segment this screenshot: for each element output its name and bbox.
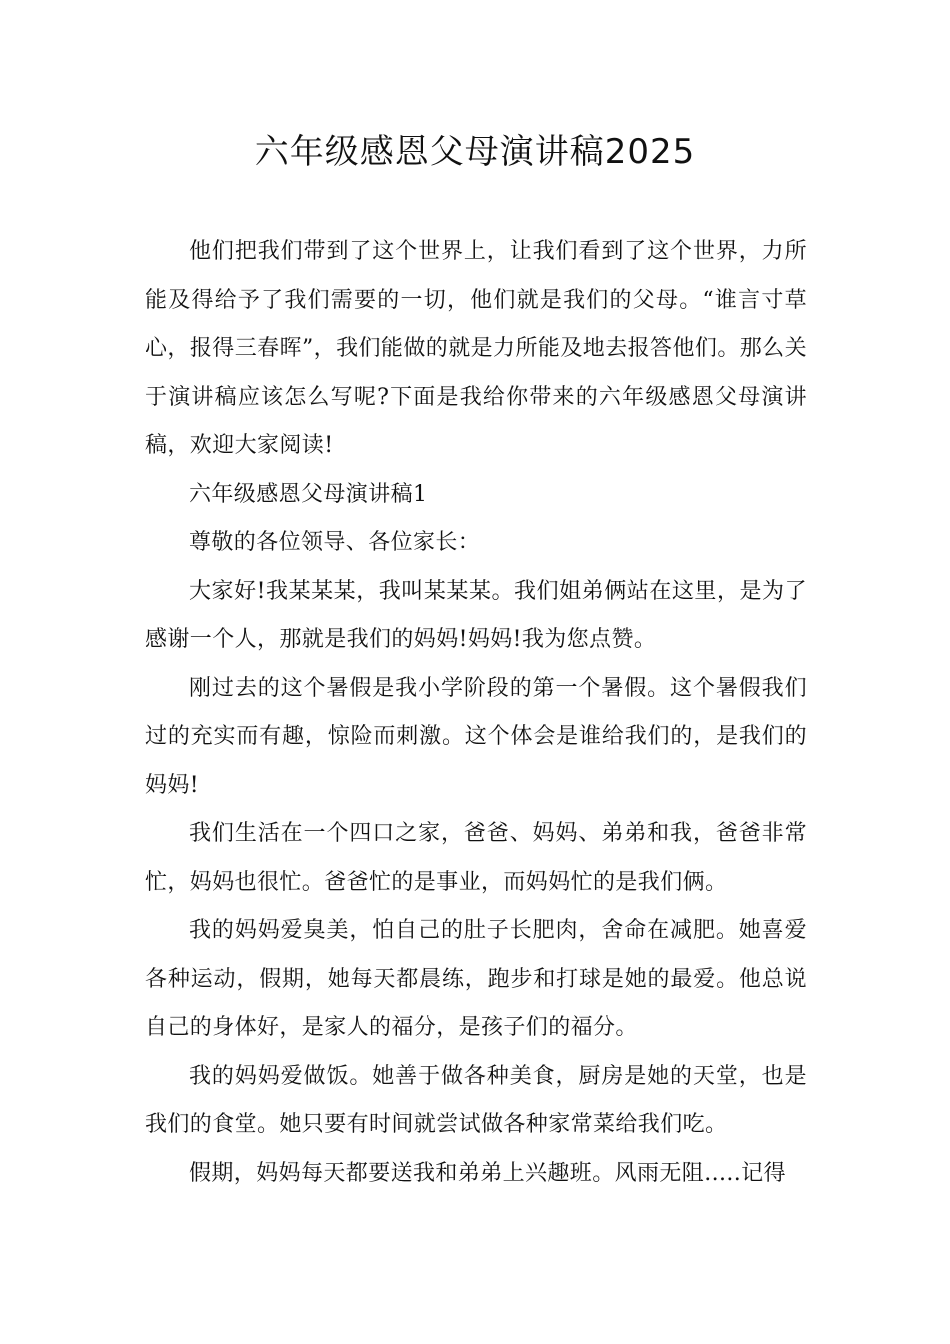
paragraph-section-heading: 六年级感恩父母演讲稿1 [189, 481, 428, 507]
paragraph-family: 我们生活在一个四口之家，爸爸、妈妈、弟弟和我，爸爸非常忙，妈妈也很忙。爸爸忙的是事业，而妈妈忙的是我们俩。 [145, 821, 807, 895]
paragraph-intro: 他们把我们带到了这个世界上，让我们看到了这个世界，力所能及得给予了我们需要的一切，他们就是我们的父母。“谁言寸草心，报得三春晖”，我们能做的就是力所能及地去报答他们。那么关于演讲稿应该怎么写呢?下面是我给你带来的六年级感恩父母演讲稿，欢迎大家阅读! [145, 239, 807, 458]
document-body [145, 228, 807, 1198]
paragraph-salutation: 尊敬的各位领导、各位家长： [189, 530, 481, 555]
paragraph-exercise: 我的妈妈爱臭美，怕自己的肚子长肥肉，舍命在减肥。她喜爱各种运动，假期，她每天都晨练，跑步和打球是她的最爱。他总说自己的身体好，是家人的福分，是孩子们的福分。 [145, 918, 807, 1040]
paragraph-summer: 刚过去的这个暑假是我小学阶段的第一个暑假。这个暑假我们过的充实而有趣，惊险而刺激。这个体会是谁给我们的，是我们的妈妈! [145, 675, 807, 798]
paragraph-greeting: 大家好!我某某某，我叫某某某。我们姐弟俩站在这里，是为了感谢一个人，那就是我们的妈妈!妈妈!我为您点赞。 [145, 578, 807, 652]
paragraph-cooking: 我的妈妈爱做饭。她善于做各种美食，厨房是她的天堂，也是我们的食堂。她只要有时间就尝试做各种家常菜给我们吃。 [145, 1063, 807, 1137]
paragraph-classes: 假期，妈妈每天都要送我和弟弟上兴趣班。风雨无阻.....记得 [189, 1160, 786, 1186]
document-title: 六年级感恩父母演讲稿2025 [254, 132, 696, 172]
